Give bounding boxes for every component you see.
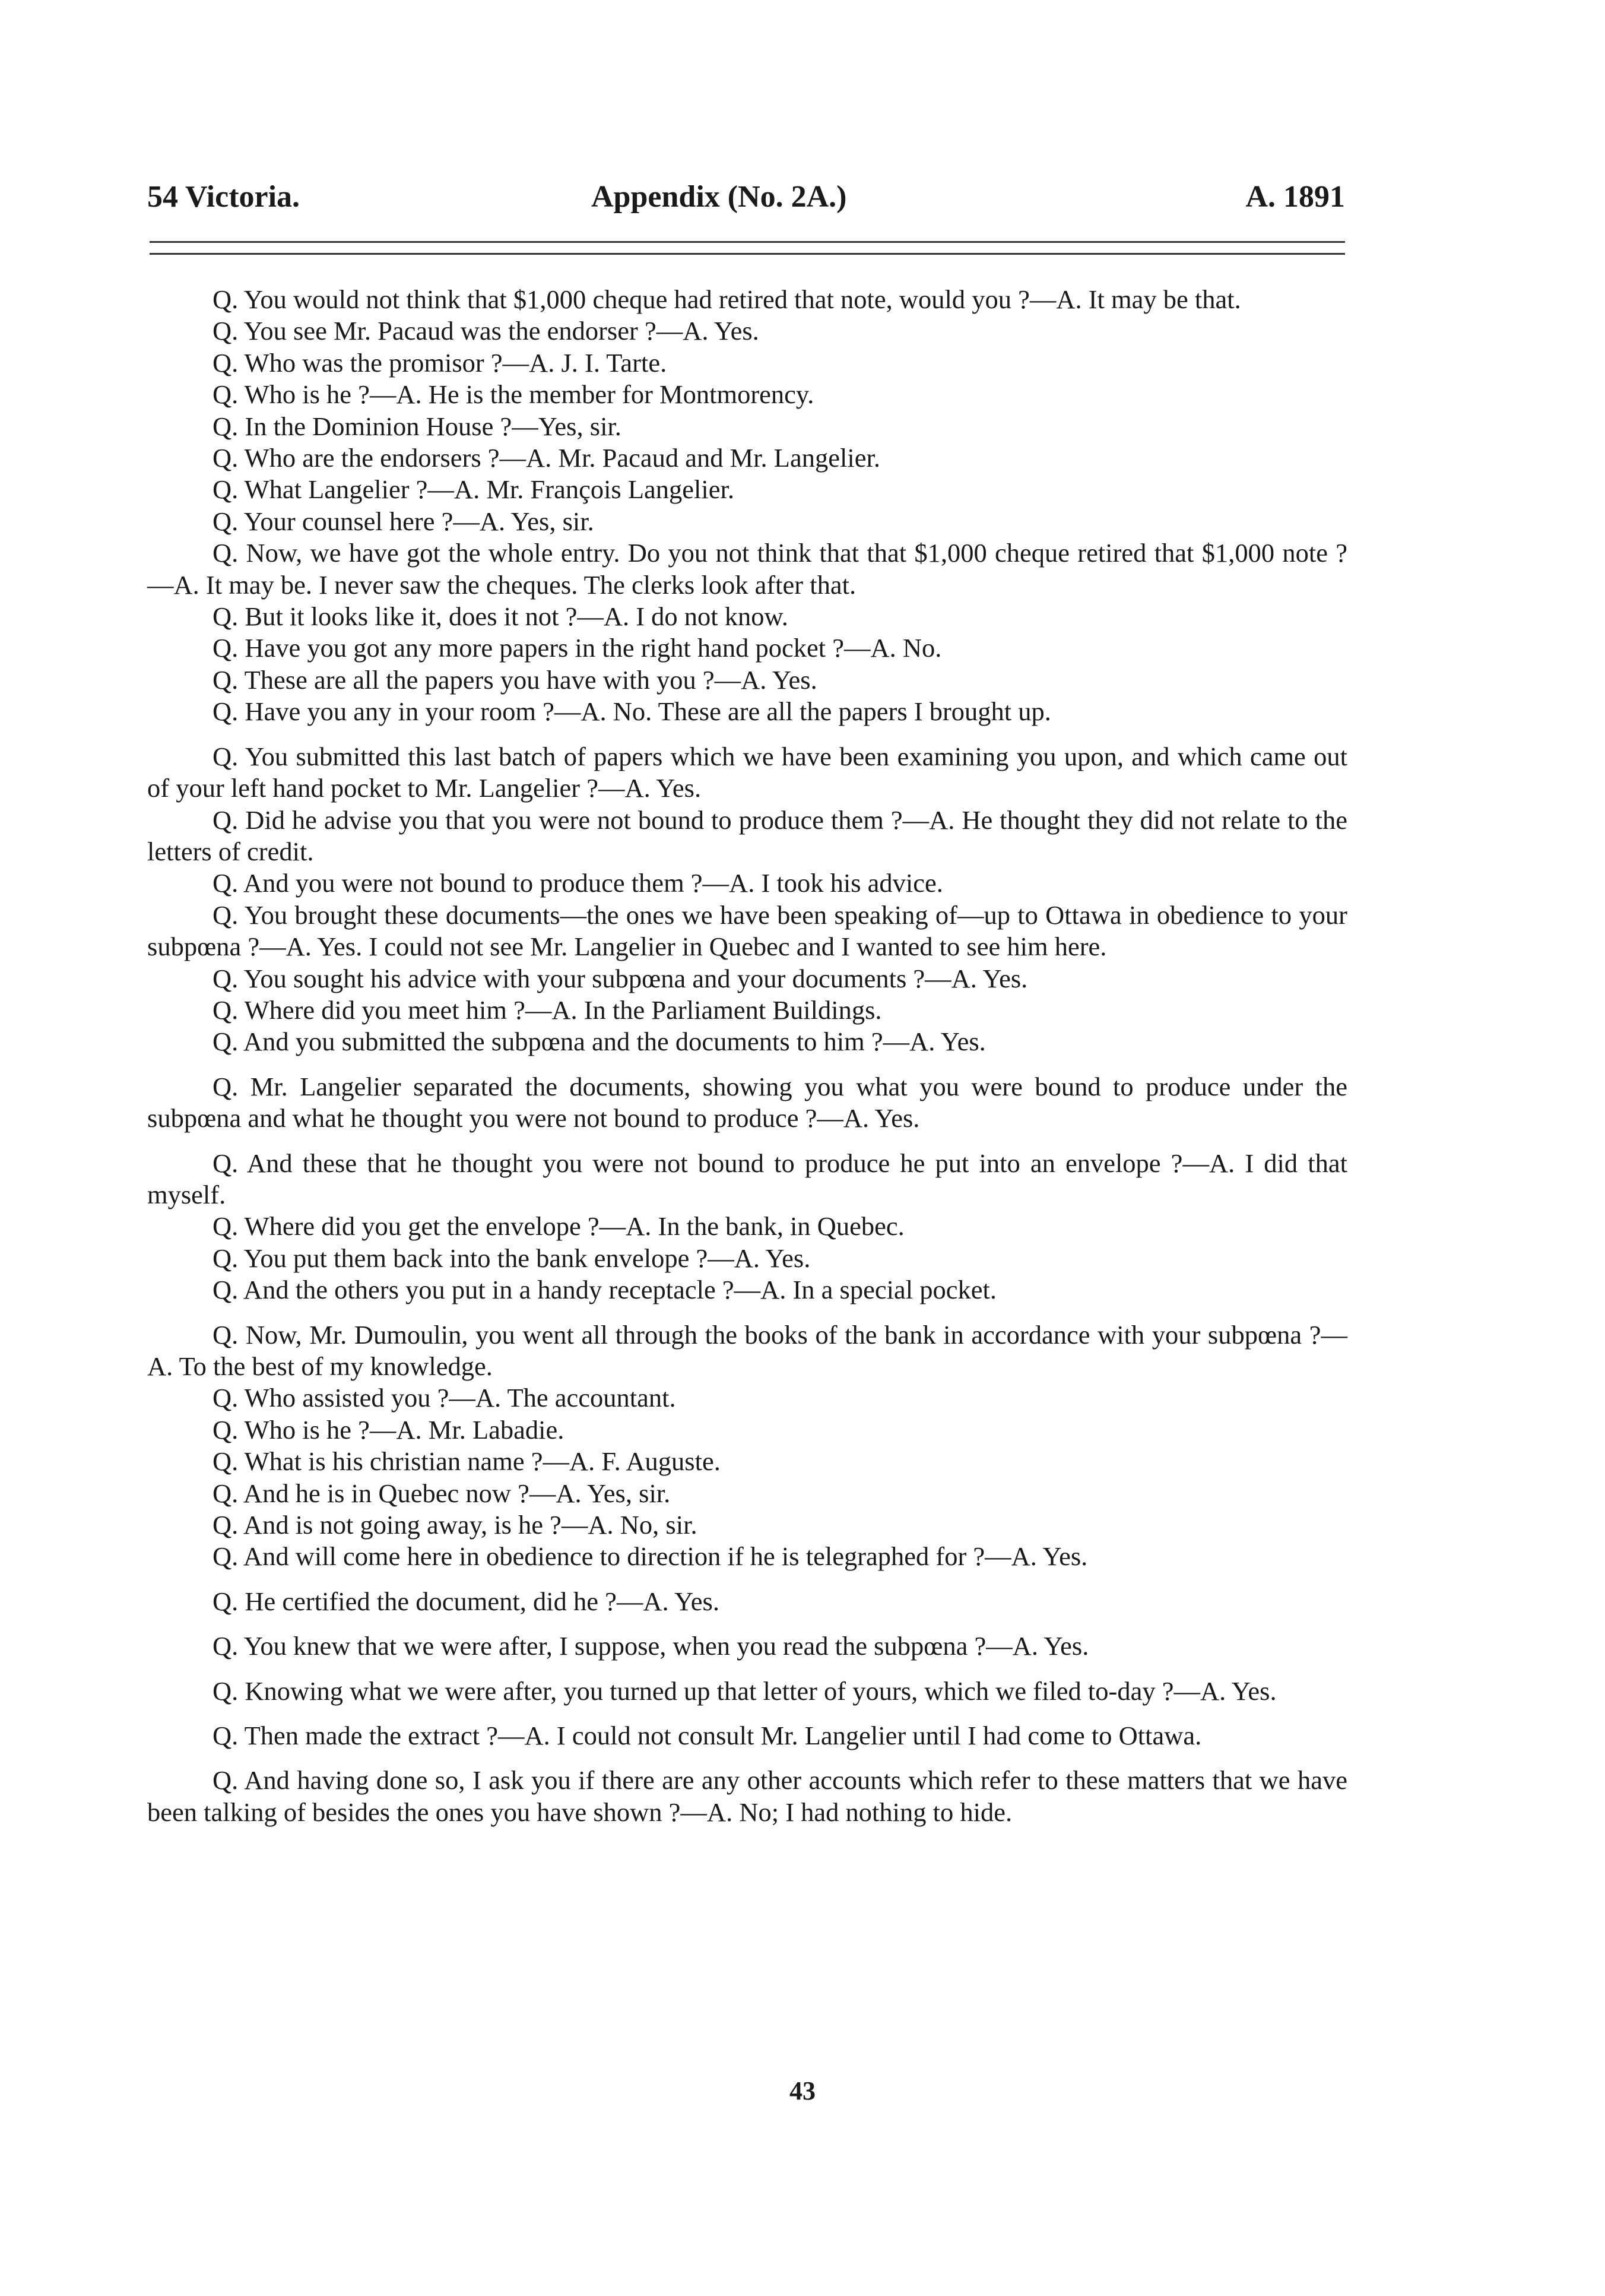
testimony-paragraph: Q. He certified the document, did he ?—A. Yes. bbox=[212, 1586, 719, 1616]
testimony-paragraph: Q. Mr. Langelier separated the documents, showing you what you were bound to produce under the subpœna and what he thought you were not bound to produce ?—A. Yes. bbox=[147, 1071, 1347, 1133]
testimony-paragraph: Q. Have you any in your room ?—A. No. These are all the papers I brought up. bbox=[212, 696, 1051, 727]
testimony-paragraph: Q. And you submitted the subpœna and the documents to him ?—A. Yes. bbox=[212, 1027, 986, 1057]
testimony-paragraph: Q. And having done so, I ask you if there are any other accounts which refer to these matters that we have been talking of besides the ones you have shown ?—A. No; I had nothing to hide. bbox=[147, 1765, 1347, 1827]
testimony-paragraph: Q. What Langelier ?—A. Mr. François Langelier. bbox=[212, 474, 735, 505]
testimony-paragraph: Q. And the others you put in a handy receptacle ?—A. In a special pocket. bbox=[212, 1275, 997, 1305]
header-rule-bottom bbox=[150, 253, 1345, 255]
testimony-paragraph: Q. And you were not bound to produce them ?—A. I took his advice. bbox=[212, 868, 943, 898]
testimony-paragraph: Q. These are all the papers you have with you ?—A. Yes. bbox=[212, 664, 817, 695]
testimony-paragraph: Q. Where did you get the envelope ?—A. In the bank, in Quebec. bbox=[212, 1211, 905, 1242]
testimony-paragraph: Q. And these that he thought you were not bound to produce he put into an envelope ?—A. I did that myself. bbox=[147, 1148, 1347, 1209]
testimony-paragraph: Q. You brought these documents—the ones we have been speaking of—up to Ottawa in obedience to your subpœna ?—A. Yes. I could not see Mr. Langelier in Quebec and I wanted to see him here. bbox=[147, 900, 1347, 962]
header-rule-top bbox=[150, 241, 1345, 243]
testimony-paragraph: Q. And is not going away, is he ?—A. No, sir. bbox=[212, 1510, 697, 1540]
testimony-paragraph: Q. Who is he ?—A. Mr. Labadie. bbox=[212, 1414, 564, 1445]
header-year: A. 1891 bbox=[1245, 180, 1345, 214]
running-header bbox=[147, 179, 1345, 221]
header-session: 54 Victoria. bbox=[147, 180, 300, 214]
testimony-paragraph: Q. You knew that we were after, I suppose, when you read the subpœna ?—A. Yes. bbox=[212, 1631, 1089, 1661]
header-appendix: Appendix (No. 2A.) bbox=[591, 180, 847, 214]
testimony-paragraph: Q. Who assisted you ?—A. The accountant. bbox=[212, 1383, 676, 1413]
testimony-paragraph: Q. In the Dominion House ?—Yes, sir. bbox=[212, 411, 621, 441]
testimony-paragraph: Q. Your counsel here ?—A. Yes, sir. bbox=[212, 506, 594, 536]
testimony-paragraph: Q. You see Mr. Pacaud was the endorser ?—A. Yes. bbox=[212, 316, 759, 346]
testimony-paragraph: Q. Knowing what we were after, you turned up that letter of yours, which we filed to-day ?—A. Yes. bbox=[212, 1676, 1277, 1706]
testimony-paragraph: Q. What is his christian name ?—A. F. Auguste. bbox=[212, 1446, 721, 1477]
testimony-paragraph: Q. You would not think that $1,000 cheque had retired that note, would you ?—A. It may be that. bbox=[212, 284, 1241, 314]
testimony-paragraph: Q. But it looks like it, does it not ?—A. I do not know. bbox=[212, 601, 788, 632]
testimony-paragraph: Q. And he is in Quebec now ?—A. Yes, sir. bbox=[212, 1478, 671, 1508]
testimony-paragraph: Q. Then made the extract ?—A. I could not consult Mr. Langelier until I had come to Ottawa. bbox=[212, 1721, 1202, 1751]
testimony-paragraph: Q. Who was the promisor ?—A. J. I. Tarte. bbox=[212, 347, 667, 378]
testimony-paragraph: Q. Who is he ?—A. He is the member for Montmorency. bbox=[212, 379, 814, 410]
testimony-paragraph: Q. And will come here in obedience to direction if he is telegraphed for ?—A. Yes. bbox=[212, 1541, 1088, 1572]
testimony-paragraph: Q. Where did you meet him ?—A. In the Parliament Buildings. bbox=[212, 995, 882, 1025]
testimony-paragraph: Q. Who are the endorsers ?—A. Mr. Pacaud and Mr. Langelier. bbox=[212, 443, 880, 473]
testimony-paragraph: Q. Now, Mr. Dumoulin, you went all through the books of the bank in accordance with your subpœna ?—A. To the best of my knowledge. bbox=[147, 1319, 1347, 1381]
testimony-paragraph: Q. You submitted this last batch of papers which we have been examining you upon, and which came out of your left hand pocket to Mr. Langelier ?—A. Yes. bbox=[147, 741, 1347, 803]
page-number: 43 bbox=[789, 2076, 816, 2105]
testimony-paragraph: Q. Have you got any more papers in the right hand pocket ?—A. No. bbox=[212, 633, 942, 663]
testimony-paragraph: Q. Did he advise you that you were not bound to produce them ?—A. He thought they did not relate to the letters of credit. bbox=[147, 805, 1347, 866]
testimony-paragraph: Q. You sought his advice with your subpœna and your documents ?—A. Yes. bbox=[212, 963, 1028, 993]
testimony-paragraph: Q. You put them back into the bank envelope ?—A. Yes. bbox=[212, 1243, 811, 1273]
testimony-paragraph: Q. Now, we have got the whole entry. Do you not think that that $1,000 cheque retired that $1,000 note ?—A. It may be. I never saw the cheques. The clerks look after that. bbox=[147, 538, 1347, 600]
testimony-body bbox=[147, 284, 1347, 1828]
